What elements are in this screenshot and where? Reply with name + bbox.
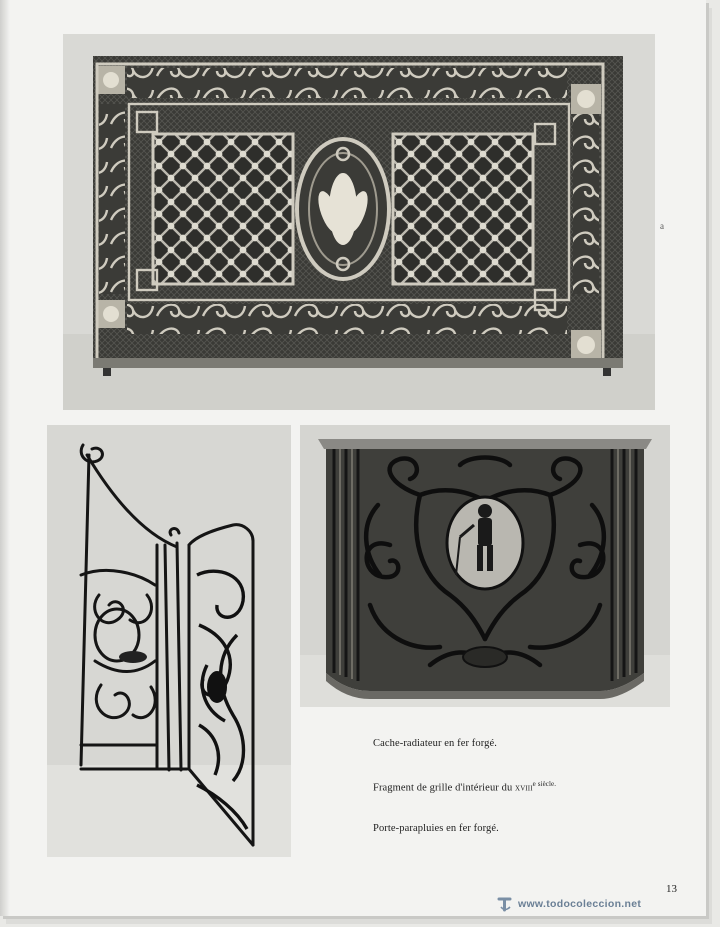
todocoleccion-logo-icon xyxy=(496,895,514,913)
captions xyxy=(373,737,673,836)
photo-radiator-cover xyxy=(63,34,655,410)
photo-grille-fragment xyxy=(47,425,291,857)
watermark[interactable] xyxy=(496,894,641,914)
caption-radiator-cover: Cache-radiateur en fer forgé. xyxy=(373,738,497,749)
watermark-text: www.todocoleccion.net xyxy=(518,898,642,910)
caption-grille-prefix: Fragment de grille d'intérieur du xyxy=(373,782,516,794)
page-gutter-shadow xyxy=(0,0,10,916)
caption-grille-century: xviii xyxy=(515,782,533,794)
caption-grille-suffix: e siècle. xyxy=(532,780,557,788)
photo-umbrella-stand xyxy=(300,425,670,707)
marginal-mark: a xyxy=(660,221,664,231)
caption-umbrella-stand: Porte-parapluies en fer forgé. xyxy=(373,822,499,834)
page-number: 13 xyxy=(666,883,677,895)
caption-grille-fragment xyxy=(373,777,673,796)
